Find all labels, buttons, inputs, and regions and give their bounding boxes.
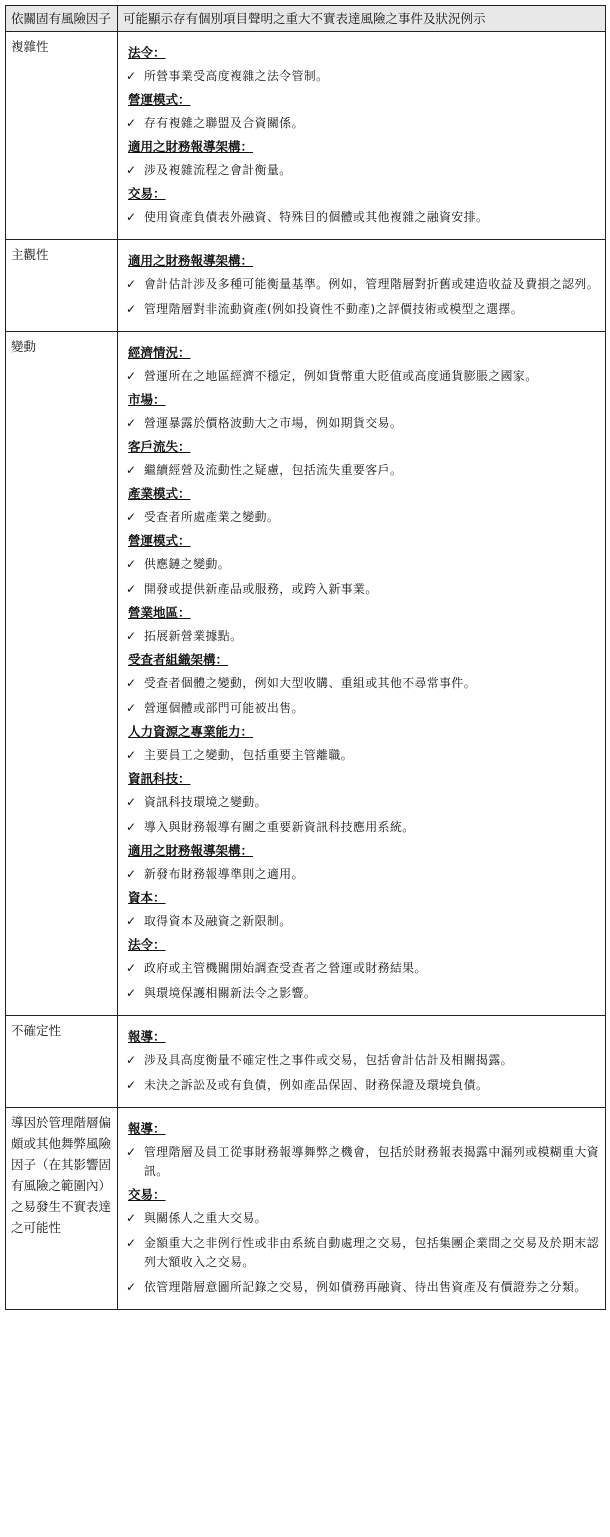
list-item-text: 導入與財務報導有關之重要新資訊科技應用系統。 <box>144 820 415 834</box>
checkmark-icon: ✓ <box>126 277 137 291</box>
list-item <box>124 580 599 599</box>
list-item <box>124 367 599 386</box>
checkmark-icon: ✓ <box>126 369 137 383</box>
checkmark-icon: ✓ <box>126 629 137 643</box>
checkmark-icon: ✓ <box>126 748 137 762</box>
checkmark-icon: ✓ <box>126 961 137 975</box>
checkmark-icon: ✓ <box>126 302 137 316</box>
list-item <box>124 208 599 227</box>
risk-factor-category: 不確定性 <box>6 1016 118 1108</box>
example-cell <box>118 1108 606 1310</box>
checkmark-icon: ✓ <box>126 416 137 430</box>
list-item <box>124 1209 599 1228</box>
subsection-heading: 營運模式： <box>128 92 191 107</box>
list-item <box>124 699 599 718</box>
list-item-text: 政府或主管機關開始調查受查者之營運或財務結果。 <box>144 961 427 975</box>
list-item-text: 取得資本及融資之新限制。 <box>144 914 292 928</box>
list-item-text: 涉及複雜流程之會計衡量。 <box>144 163 292 177</box>
list-item <box>124 818 599 837</box>
risk-factor-category: 複雜性 <box>6 32 118 240</box>
subsection-heading: 法令： <box>128 45 166 60</box>
subsection-heading: 適用之財務報導架構： <box>128 253 254 268</box>
list-item <box>124 1051 599 1070</box>
list-item <box>124 793 599 812</box>
list-item <box>124 508 599 527</box>
checkmark-icon: ✓ <box>126 820 137 834</box>
subsection-heading: 市場： <box>128 392 166 407</box>
table-body <box>6 32 606 1310</box>
subsection-heading: 客戶流失： <box>128 439 191 454</box>
list-item-text: 繼續經營及流動性之疑慮，包括流失重要客戶。 <box>144 463 403 477</box>
checkmark-icon: ✓ <box>126 557 137 571</box>
list-item-text: 營運所在之地區經濟不穩定，例如貨幣重大貶值或高度通貨膨脹之國家。 <box>144 369 538 383</box>
checkmark-icon: ✓ <box>126 463 137 477</box>
subsection-heading: 資訊科技： <box>128 771 191 786</box>
list-item <box>124 414 599 433</box>
list-item <box>124 984 599 1003</box>
list-item <box>124 461 599 480</box>
example-cell <box>118 32 606 240</box>
subsection-heading: 營運模式： <box>128 533 191 548</box>
list-item-text: 涉及具高度衡量不確定性之事件或交易，包括會計估計及相關揭露。 <box>144 1053 513 1067</box>
list-item <box>124 555 599 574</box>
list-item-text: 主要員工之變動，包括重要主管離職。 <box>144 748 354 762</box>
list-item-text: 新發布財務報導準則之適用。 <box>144 867 304 881</box>
list-item <box>124 1143 599 1181</box>
subsection-heading: 受查者組織架構： <box>128 652 229 667</box>
subsection-heading: 報導： <box>128 1121 166 1136</box>
list-item-text: 受查者個體之變動，例如大型收購、重組或其他不尋常事件。 <box>144 676 477 690</box>
list-item-text: 未決之訴訟及或有負債，例如產品保固、財務保證及環境負債。 <box>144 1078 489 1092</box>
list-item <box>124 67 599 86</box>
checkmark-icon: ✓ <box>126 914 137 928</box>
risk-factor-document <box>5 5 605 1310</box>
list-item <box>124 161 599 180</box>
list-item-text: 金額重大之非例行性或非由系統自動處理之交易，包括集團企業間之交易及於期末認列大額收入之交易。 <box>144 1236 599 1269</box>
list-item-text: 受查者所處產業之變動。 <box>144 510 280 524</box>
risk-factor-category: 主觀性 <box>6 240 118 332</box>
risk-factor-category: 變動 <box>6 332 118 1016</box>
header-row <box>6 6 606 32</box>
list-item <box>124 300 599 319</box>
subsection-heading: 人力資源之專業能力： <box>128 724 254 739</box>
list-item-text: 開發或提供新產品或服務，或跨入新事業。 <box>144 582 378 596</box>
checkmark-icon: ✓ <box>126 163 137 177</box>
example-cell <box>118 332 606 1016</box>
checkmark-icon: ✓ <box>126 986 137 1000</box>
list-item <box>124 627 599 646</box>
list-item <box>124 959 599 978</box>
checkmark-icon: ✓ <box>126 1211 137 1225</box>
list-item-text: 會計估計涉及多種可能衡量基準。例如，管理階層對折舊或建造收益及費損之認列。 <box>144 277 599 291</box>
checkmark-icon: ✓ <box>126 582 137 596</box>
checkmark-icon: ✓ <box>126 1145 137 1159</box>
risk-factor-category: 導因於管理階層偏頗或其他舞弊風險因子（在其影響固有風險之範圍內）之易發生不實表達之可能性 <box>6 1108 118 1310</box>
checkmark-icon: ✓ <box>126 701 137 715</box>
list-item <box>124 1234 599 1272</box>
list-item <box>124 912 599 931</box>
checkmark-icon: ✓ <box>126 1280 137 1294</box>
checkmark-icon: ✓ <box>126 795 137 809</box>
list-item <box>124 275 599 294</box>
subsection-heading: 交易： <box>128 1187 166 1202</box>
checkmark-icon: ✓ <box>126 210 137 224</box>
subsection-heading: 經濟情況： <box>128 345 191 360</box>
table-row <box>6 1016 606 1108</box>
example-cell <box>118 240 606 332</box>
list-item-text: 與環境保護相關新法令之影響。 <box>144 986 317 1000</box>
table-row <box>6 240 606 332</box>
subsection-heading: 適用之財務報導架構： <box>128 843 254 858</box>
list-item-text: 管理階層對非流動資產(例如投資性不動產)之評價技術或模型之選擇。 <box>144 302 524 316</box>
list-item-text: 拓展新營業據點。 <box>144 629 243 643</box>
list-item-text: 使用資產負債表外融資、特殊目的個體或其他複雜之融資安排。 <box>144 210 489 224</box>
checkmark-icon: ✓ <box>126 867 137 881</box>
list-item-text: 與關係人之重大交易。 <box>144 1211 267 1225</box>
list-item-text: 供應鏈之變動。 <box>144 557 231 571</box>
checkmark-icon: ✓ <box>126 1078 137 1092</box>
list-item-text: 所營事業受高度複雜之法令管制。 <box>144 69 329 83</box>
list-item-text: 資訊科技環境之變動。 <box>144 795 267 809</box>
list-item-text: 管理階層及員工從事財務報導舞弊之機會，包括於財務報表揭露中漏列或模糊重大資訊。 <box>144 1145 599 1178</box>
checkmark-icon: ✓ <box>126 116 137 130</box>
checkmark-icon: ✓ <box>126 1053 137 1067</box>
list-item <box>124 674 599 693</box>
list-item <box>124 746 599 765</box>
table-row <box>6 1108 606 1310</box>
list-item <box>124 114 599 133</box>
checkmark-icon: ✓ <box>126 1236 137 1250</box>
list-item-text: 營運個體或部門可能被出售。 <box>144 701 304 715</box>
subsection-heading: 產業模式： <box>128 486 191 501</box>
subsection-heading: 交易： <box>128 186 166 201</box>
example-cell <box>118 1016 606 1108</box>
checkmark-icon: ✓ <box>126 676 137 690</box>
subsection-heading: 法令： <box>128 937 166 952</box>
checkmark-icon: ✓ <box>126 69 137 83</box>
subsection-heading: 報導： <box>128 1029 166 1044</box>
header-col-examples: 可能顯示存有個別項目聲明之重大不實表達風險之事件及狀況例示 <box>118 6 606 32</box>
risk-factor-table <box>5 5 606 1310</box>
table-row <box>6 332 606 1016</box>
header-col-factor: 依關固有風險因子 <box>6 6 118 32</box>
list-item-text: 依管理階層意圖所記錄之交易，例如債務再融資、待出售資產及有價證券之分類。 <box>144 1280 587 1294</box>
list-item-text: 營運暴露於價格波動大之市場，例如期貨交易。 <box>144 416 403 430</box>
list-item <box>124 1278 599 1297</box>
subsection-heading: 適用之財務報導架構： <box>128 139 254 154</box>
subsection-heading: 資本： <box>128 890 166 905</box>
subsection-heading: 營業地區： <box>128 605 191 620</box>
list-item-text: 存有複雜之聯盟及合資關係。 <box>144 116 304 130</box>
list-item <box>124 1076 599 1095</box>
list-item <box>124 865 599 884</box>
table-row <box>6 32 606 240</box>
checkmark-icon: ✓ <box>126 510 137 524</box>
